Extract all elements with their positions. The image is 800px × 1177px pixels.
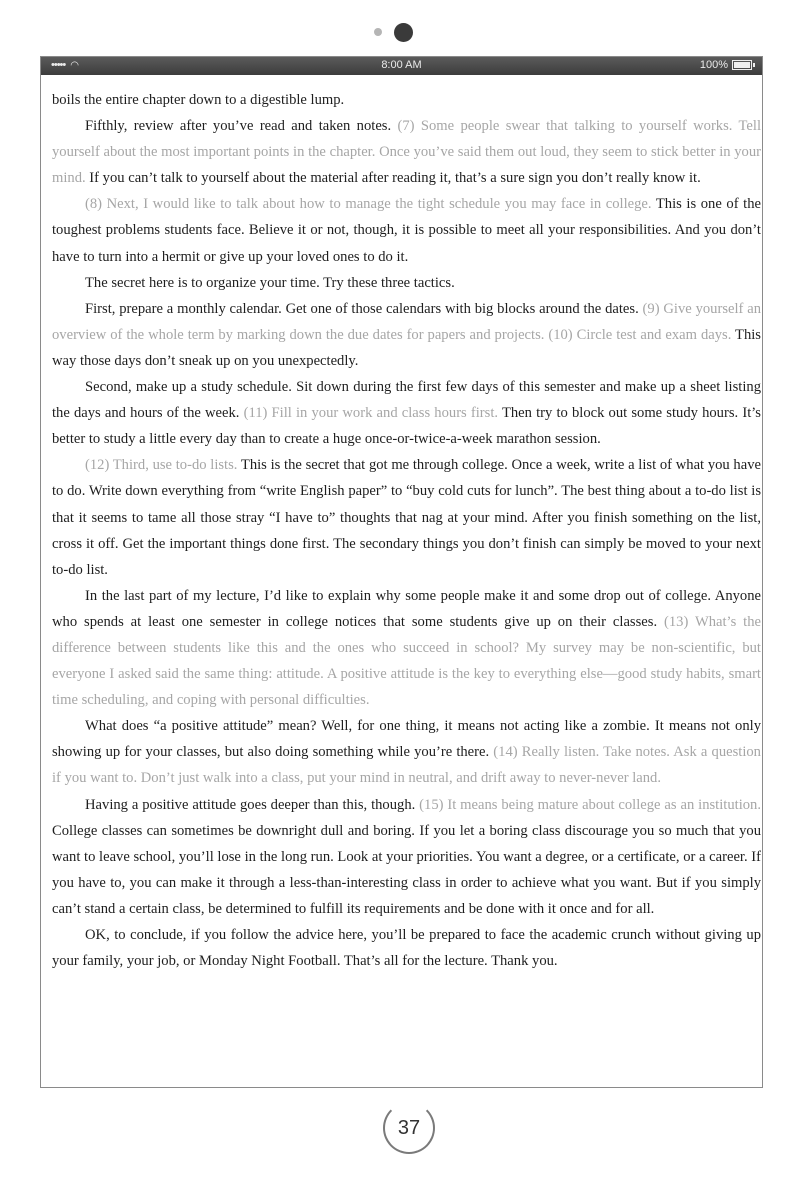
page-indicator [0,22,800,46]
text-segment: This is one of the toughest problems students face. Believe it or not, though, it is possible to meet all your responsibilities. And you don’t have to turn into a hermit or give up your loved ones to do it. [52,196,762,265]
text-segment: This is the secret that got me through college. Once a week, write a list of what you have to do. Write down everything from “write English paper” to “buy cold cuts for lunch”. The best thing about a to-do list is that it seems to tame all those stray “I have to” thoughts that nag at your mind. After you finish something on the list, cross it off. Get the important things done first. The secondary things you don’t finish can simply be moved to your next to-do list. [52,457,761,578]
signal-dots: ••••• [51,59,66,71]
paragraph [52,296,761,374]
faded-text-segment: (9) Give yourself an overview of the whole term by marking down the due dates for papers and projects. (10) Circle test and exam days. [52,300,761,343]
paragraph [52,87,761,113]
paragraph [52,270,761,296]
text-segment: College classes can sometimes be downright dull and boring. If you let a boring class discourage you so much that you want to leave school, you’ll lose in the long run. Look at your priorities. You want a degree, or a certificate, or a career. If you have to, you can make it through a less-than-interesting class in order to achieve what you want. But if you simply can’t stand a certain class, be determined to fulfill its requirements and be done with it once and for all. [52,822,761,917]
text-segment: Then try to block out some study hours. It’s better to study a little every day than to create a huge once-or-twice-a-week marathon session. [52,405,761,448]
wifi-icon: ◠ [70,60,79,71]
text-segment: If you can’t talk to yourself about the material after reading it, that’s a sure sign you don’t really know it. [85,170,701,187]
text-segment: First, prepare a monthly calendar. Get one of those calendars with big blocks around the dates. [85,300,643,317]
text-segment: boils the entire chapter down to a digestible lump. [52,92,345,108]
text-segment: Fifthly, review after you’ve read and taken notes. [85,118,398,135]
paragraph [52,792,761,922]
battery-percent: 100% [699,59,728,71]
paragraph [52,713,761,791]
lecture-text [52,87,761,974]
paragraph [52,113,761,191]
page-number: 37 [383,1102,435,1154]
status-time: 8:00 AM [381,59,422,71]
status-bar [41,57,762,75]
device-frame [40,56,763,1088]
faded-text-segment: (7) Some people swear that talking to yourself works. Tell yourself about the most important points in the chapter. Once you’ve said them out loud, they seem to stick better in your mind. [52,118,762,187]
paragraph [52,922,761,974]
text-segment: The secret here is to organize your time. Try these three tactics. [85,274,455,291]
page-dot-active[interactable] [394,23,413,42]
faded-text-segment: (11) Fill in your work and class hours first. [243,405,499,422]
text-segment: Second, make up a study schedule. Sit down during the first few days of this semester and make up a sheet listing the days and hours of the week. [52,379,761,422]
battery-status [700,59,752,71]
faded-text-segment: (14) Really listen. Take notes. Ask a question if you want to. Don’t just walk into a class, put your mind in neutral, and drift away to never-never land. [52,744,761,787]
faded-text-segment: (8) Next, I would like to talk about how to manage the tight schedule you may face in college. [85,196,652,213]
faded-text-segment: (13) What’s the difference between students like this and the ones who succeed in school? My survey may be non-scientific, but everyone I asked said the same thing: attitude. A positive attitude is the key to everything else—good study habits, smart time scheduling, and coping with personal difficulties. [52,613,761,709]
paragraph [52,583,761,713]
text-segment: OK, to conclude, if you follow the advice here, you’ll be prepared to face the academic crunch without giving up your family, your job, or Monday Night Football. That’s all for the lecture. Thank you. [52,927,761,970]
page-dot-inactive[interactable] [374,28,382,36]
paragraph [52,191,761,269]
paragraph [52,452,761,582]
faded-text-segment: (12) Third, use to-do lists. [85,457,238,474]
paragraph [52,374,761,452]
text-segment: Having a positive attitude goes deeper than this, though. [85,796,420,813]
text-segment: This way those days don’t sneak up on you unexpectedly. [52,326,761,369]
faded-text-segment: (15) It means being mature about college as an institution. [419,796,761,813]
battery-icon [732,60,752,70]
text-segment: What does “a positive attitude” mean? Well, for one thing, it means not acting like a zombie. It means not only showing up for your classes, but also doing something while you’re there. [52,718,761,761]
text-segment: In the last part of my lecture, I’d like to explain why some people make it and some drop out of college. Anyone who spends at least one semester in college notices that some students give up on their classes. [52,587,761,630]
